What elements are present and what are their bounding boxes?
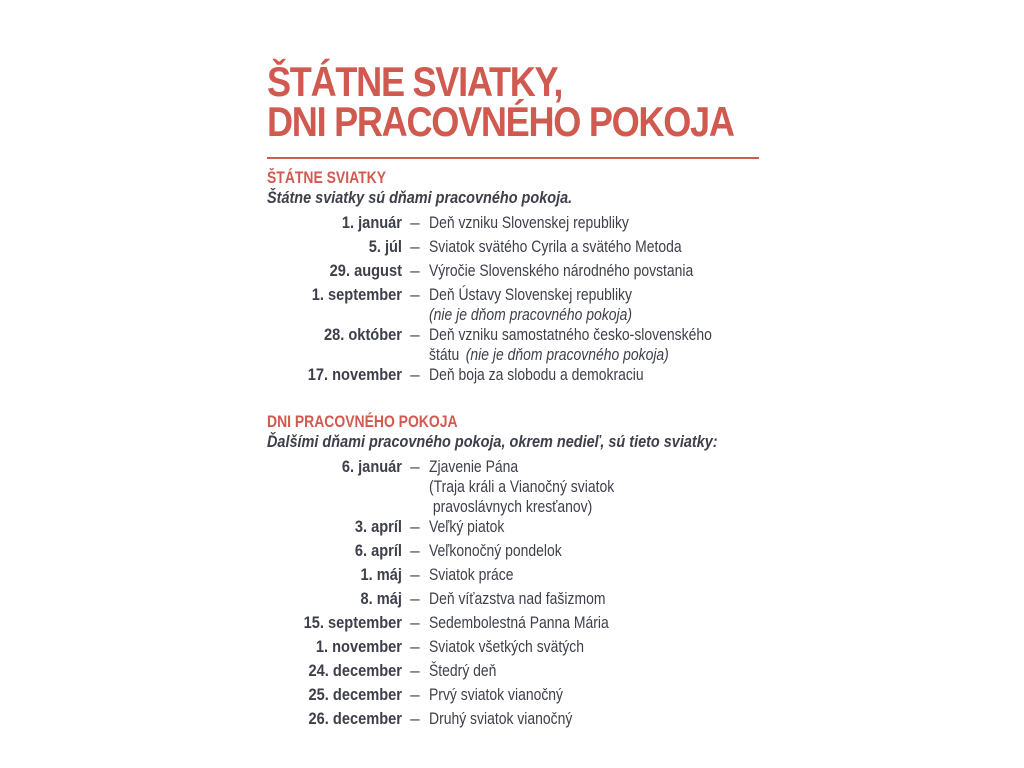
holiday-description	[429, 661, 706, 681]
dash-separator: –	[410, 637, 420, 656]
description-text: štátu	[429, 345, 460, 364]
dash-separator: –	[410, 589, 420, 608]
list-item	[267, 685, 767, 709]
list-item	[267, 213, 767, 237]
holiday-description	[429, 589, 706, 609]
holiday-date: 24. december	[308, 661, 402, 680]
holiday-note: (nie je dňom pracovného pokoja)	[429, 305, 633, 324]
dash-separator: –	[410, 237, 420, 256]
description-line	[429, 541, 706, 561]
rest-days-list	[267, 457, 767, 733]
list-item	[267, 661, 767, 685]
description-text: Deň Ústavy Slovenskej republiky	[429, 285, 633, 304]
description-line	[429, 685, 706, 705]
description-line	[429, 497, 706, 517]
description-line	[429, 213, 706, 233]
description-text: Sviatok všetkých svätých	[429, 637, 584, 656]
description-text: Druhý sviatok vianočný	[429, 709, 573, 728]
description-line	[429, 285, 706, 305]
dash-separator: –	[410, 213, 420, 232]
holiday-date: 5. júl	[368, 237, 402, 256]
holiday-sheet	[267, 58, 759, 728]
holiday-date: 6. január	[341, 457, 402, 476]
title-divider	[267, 157, 759, 159]
description-text: (Traja králi a Vianočný sviatok	[429, 477, 615, 496]
dash-separator: –	[410, 709, 420, 728]
holiday-date: 3. apríl	[354, 517, 402, 536]
rest-days-section	[267, 412, 767, 733]
holiday-description	[429, 237, 706, 257]
rest-days-heading: DNI PRACOVNÉHO POKOJA	[267, 412, 458, 431]
holiday-date: 26. december	[308, 709, 402, 728]
list-item	[267, 237, 767, 261]
title-line-2: DNI PRACOVNÉHO POKOJA	[267, 98, 734, 145]
description-text: Sviatok práce	[429, 565, 514, 584]
list-item	[267, 457, 767, 517]
dash-separator: –	[410, 325, 420, 344]
holiday-date: 29. august	[329, 261, 402, 280]
description-line	[429, 661, 706, 681]
state-holidays-heading: ŠTÁTNE SVIATKY	[267, 168, 387, 187]
holiday-date: 25. december	[308, 685, 402, 704]
description-line	[429, 457, 706, 477]
holiday-description	[429, 325, 712, 365]
description-text: Sviatok svätého Cyrila a svätého Metoda	[429, 237, 682, 256]
description-line	[429, 589, 706, 609]
description-text: Veľkonočný pondelok	[429, 541, 562, 560]
description-text: Veľký piatok	[429, 517, 505, 536]
state-holidays-section	[267, 168, 767, 389]
dash-separator: –	[410, 565, 420, 584]
holiday-date: 6. apríl	[354, 541, 402, 560]
holiday-date: 1. máj	[360, 565, 402, 584]
dash-separator: –	[410, 285, 420, 304]
dash-separator: –	[410, 661, 420, 680]
holiday-date: 15. september	[303, 613, 402, 632]
list-item	[267, 613, 767, 637]
holiday-description	[429, 685, 706, 705]
description-line	[429, 365, 706, 385]
holiday-description	[429, 541, 706, 561]
holiday-description	[429, 213, 706, 233]
dash-separator: –	[410, 541, 420, 560]
holiday-date: 17. november	[307, 365, 402, 384]
list-item	[267, 541, 767, 565]
list-item	[267, 325, 767, 365]
dash-separator: –	[410, 685, 420, 704]
dash-separator: –	[410, 517, 420, 536]
description-text: Deň vzniku Slovenskej republiky	[429, 213, 629, 232]
holiday-date: 1. január	[341, 213, 402, 232]
description-line	[429, 613, 706, 633]
description-text: pravoslávnych kresťanov)	[429, 497, 593, 516]
list-item	[267, 637, 767, 661]
list-item	[267, 589, 767, 613]
description-line	[429, 709, 706, 729]
holiday-description	[429, 285, 706, 325]
description-text: Zjavenie Pána	[429, 457, 519, 476]
list-item	[267, 517, 767, 541]
description-line	[429, 325, 712, 345]
description-line	[429, 477, 706, 497]
holiday-description	[429, 365, 706, 385]
description-text: Prvý sviatok vianočný	[429, 685, 564, 704]
dash-separator: –	[410, 457, 420, 476]
holiday-date: 1. november	[315, 637, 402, 656]
description-text: Deň vzniku samostatného česko-slovenského	[429, 325, 712, 344]
state-holidays-list	[267, 213, 767, 389]
list-item	[267, 709, 767, 733]
state-holidays-intro: Štátne sviatky sú dňami pracovného pokoja.	[267, 188, 573, 207]
description-line	[429, 637, 706, 657]
description-text: Štedrý deň	[429, 661, 497, 680]
rest-days-intro: Ďalšími dňami pracovného pokoja, okrem nedieľ, sú tieto sviatky:	[267, 432, 718, 451]
description-line	[429, 261, 706, 281]
holiday-date: 8. máj	[360, 589, 402, 608]
description-text: Sedembolestná Panna Mária	[429, 613, 609, 632]
list-item	[267, 261, 767, 285]
list-item	[267, 365, 767, 389]
list-item	[267, 285, 767, 325]
holiday-description	[429, 517, 706, 537]
dash-separator: –	[410, 261, 420, 280]
holiday-date: 28. október	[323, 325, 402, 344]
holiday-date: 1. september	[311, 285, 402, 304]
dash-separator: –	[410, 613, 420, 632]
holiday-note: (nie je dňom pracovného pokoja)	[465, 345, 669, 364]
description-text: Deň víťazstva nad fašizmom	[429, 589, 606, 608]
title-line-1: ŠTÁTNE SVIATKY,	[267, 58, 563, 105]
description-line	[429, 345, 706, 365]
holiday-description	[429, 637, 706, 657]
description-text: Deň boja za slobodu a demokraciu	[429, 365, 644, 384]
description-line	[429, 237, 706, 257]
holiday-description	[429, 565, 706, 585]
holiday-description	[429, 613, 706, 633]
description-text: Výročie Slovenského národného povstania	[429, 261, 694, 280]
holiday-description	[429, 457, 706, 517]
description-line	[429, 565, 706, 585]
page-title	[267, 58, 734, 145]
dash-separator: –	[410, 365, 420, 384]
list-item	[267, 565, 767, 589]
holiday-description	[429, 709, 706, 729]
description-line	[429, 517, 706, 537]
holiday-description	[429, 261, 706, 281]
